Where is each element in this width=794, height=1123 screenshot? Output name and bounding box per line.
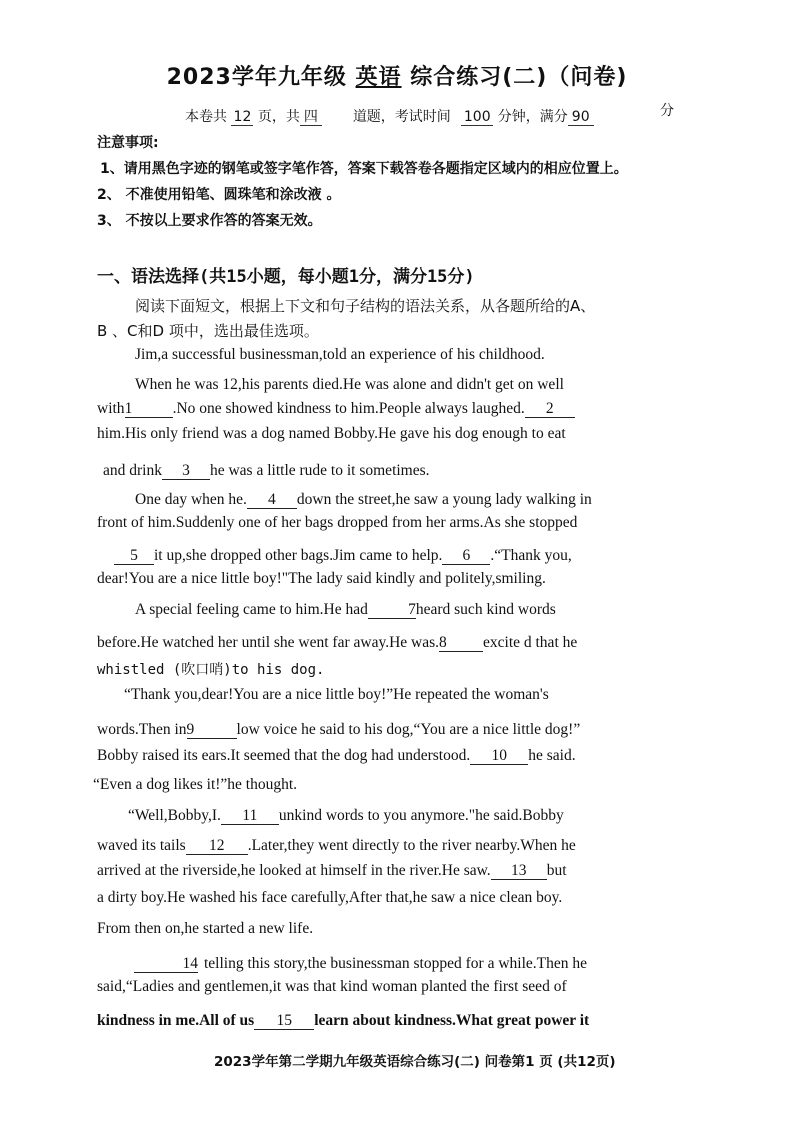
passage-line: From then on,he started a new life. (97, 920, 314, 937)
blank-14: 14 (134, 956, 198, 973)
passage-text: low voice he said to his dog,“You are a nice little dog!” (236, 721, 581, 738)
info-parts: 四 (300, 109, 322, 126)
blank-10: 10 (470, 748, 528, 765)
passage-text: but (546, 862, 567, 879)
note-item-3: 3、 不按以上要求作答的答案无效。 (97, 213, 322, 229)
passage-text: before.He watched her until she went far away.He was. (97, 634, 439, 651)
passage-line: “Thank you,dear!You are a nice little boy!”He repeated the woman's (124, 686, 549, 703)
notes-heading: 注意事项: (97, 135, 159, 151)
passage-text: and drink (103, 462, 162, 479)
passage-line (134, 955, 587, 973)
passage-text: One day when he. (135, 491, 247, 508)
passage-line: Jim,a successful businessman,told an experience of his childhood. (135, 346, 545, 363)
passage-line: dear!You are a nice little boy!"The lady said kindly and politely,smiling. (97, 570, 546, 587)
passage-line: him.His only friend was a dog named Bobby.He gave his dog enough to eat (97, 425, 566, 442)
passage-text: A special feeling came to him.He had (135, 601, 368, 618)
passage-gloss: (吹口哨) (172, 662, 232, 678)
blank-12: 12 (186, 838, 248, 855)
passage-line (97, 721, 580, 739)
blank-1: 1 (125, 401, 173, 418)
passage-text: kindness in me.All of us (97, 1012, 255, 1029)
blank-13: 13 (491, 863, 547, 880)
note-item-2: 2、 不准使用铅笔、圆珠笔和涂改液 。 (97, 187, 341, 203)
note-item-1: 1、请用黑色字迹的钢笔或签字笔作答，答案下载答卷各题指定区域内的相应位置上。 (100, 161, 628, 177)
passage-text: to his dog. (231, 662, 325, 678)
passage-text: whistled (97, 662, 165, 678)
info-mid1: 页，共 (257, 109, 300, 125)
blank-7: 7 (368, 602, 416, 619)
blank-4: 4 (247, 492, 297, 509)
passage-line: When he was 12,his parents died.He was alone and didn't get on well (135, 376, 564, 393)
passage-line (135, 491, 592, 509)
passage-line (97, 634, 577, 652)
passage-line (97, 400, 575, 418)
passage-line: “Even a dog likes it!”he thought. (93, 776, 298, 793)
passage-line: front of him.Suddenly one of her bags dropped from her arms.As she stopped (97, 514, 578, 531)
passage-text: with (97, 400, 125, 417)
title-part2: 综合练习(二)（问卷) (410, 65, 628, 90)
passage-text: telling this story,the businessman stopped for a while.Then he (204, 955, 587, 972)
passage-line (97, 862, 567, 880)
passage-line (97, 1012, 589, 1030)
passage-line (114, 547, 572, 565)
title-subject: 英语 (355, 65, 402, 90)
section-heading: 一、语法选择(共15小题，每小题1分，满分15分) (97, 267, 475, 287)
passage-line (135, 601, 556, 619)
passage-line: a dirty boy.He washed his face carefully,After that,he saw a nice clean boy. (97, 889, 563, 906)
blank-6: 6 (442, 548, 490, 565)
passage-text: excite d that he (483, 634, 578, 651)
blank-11: 11 (221, 808, 279, 825)
exam-info-line (185, 103, 674, 126)
passage-text: waved its tails (97, 837, 186, 854)
info-mid2: 道题，考试时间 (352, 109, 451, 125)
passage-text: Bobby raised its ears.It seemed that the dog had understood. (97, 747, 471, 764)
passage-line (97, 837, 576, 855)
info-pages: 12 (231, 109, 253, 126)
passage-text: it up,she dropped other bags.Jim came to help. (154, 547, 443, 564)
info-mid3: 分钟，满分 (497, 109, 568, 125)
title-part1: 2023学年九年级 (166, 65, 347, 90)
passage-line: said,“Ladies and gentlemen,it was that kind woman planted the first seed of (97, 978, 567, 995)
blank-3: 3 (162, 463, 210, 480)
passage-text: .“Thank you, (490, 547, 572, 564)
info-suffix: 分 (660, 103, 674, 119)
info-time: 100 (461, 109, 493, 126)
passage-line (97, 659, 324, 679)
blank-9: 9 (187, 722, 237, 739)
passage-line (103, 462, 430, 480)
passage-text: he was a little rude to it sometimes. (209, 462, 430, 479)
blank-5: 5 (114, 548, 154, 565)
passage-text: .No one showed kindness to him.People always laughed. (172, 400, 525, 417)
blank-15: 15 (254, 1013, 314, 1030)
passage-text: down the street,he saw a young lady walking in (296, 491, 592, 508)
blank-2: 2 (525, 401, 575, 418)
passage-text: unkind words to you anymore."he said.Bobby (278, 807, 564, 824)
passage-text: heard such kind words (415, 601, 556, 618)
passage-text: words.Then in (97, 721, 187, 738)
passage-line (97, 747, 576, 765)
info-score: 90 (568, 109, 594, 126)
page-title (0, 60, 794, 91)
passage-text: learn about kindness.What great power it (314, 1012, 590, 1029)
info-prefix: 本卷共 (185, 109, 227, 125)
passage-text: .Later,they went directly to the river nearby.When he (247, 837, 576, 854)
instruction-line-2: B 、C和D 项中，选出最佳选项。 (97, 322, 319, 340)
instruction-line-1: 阅读下面短文，根据上下文和句子结构的语法关系，从各题所给的A、 (135, 297, 596, 315)
blank-8: 8 (439, 635, 483, 652)
page-footer: 2023学年第二学期九年级英语综合练习(二) 问卷第1 页 (共12页) (214, 1054, 616, 1070)
passage-text: he said. (528, 747, 576, 764)
passage-line (128, 807, 564, 825)
passage-text: arrived at the riverside,he looked at himself in the river.He saw. (97, 862, 491, 879)
passage-text: “Well,Bobby,I. (128, 807, 221, 824)
